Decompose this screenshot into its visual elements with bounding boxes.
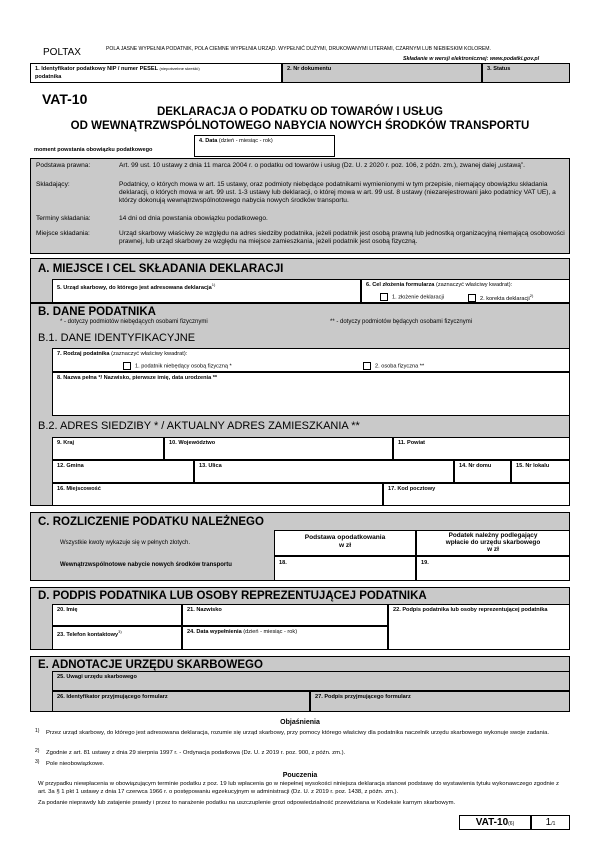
tax-due-column-header	[416, 530, 570, 556]
tax-due-header-line2: wpłacie do urzędu skarbowego	[445, 539, 541, 546]
fill-date-hint: (dzień - miesiąc - rok)	[243, 629, 298, 635]
tax-office-label: 5. Urząd skarbowy, do którego jest adresowana deklaracja	[57, 284, 212, 291]
document-number-field	[282, 63, 482, 83]
place-label: Miejsce składania:	[36, 230, 90, 237]
fill-date-label: 24. Data wypełnienia	[187, 629, 242, 635]
city-label: 16. Miejscowość	[57, 486, 101, 492]
full-name-label: 8. Nazwa pełna */ Nazwisko, pierwsze imię, data urodzenia **	[57, 375, 218, 381]
section-b-title: B. DANE PODATNIKA	[38, 306, 156, 318]
checkbox-icon[interactable]	[380, 293, 388, 301]
office-remarks-field	[52, 671, 570, 691]
warnings-heading: Pouczenia	[282, 772, 318, 779]
footnote-1-mark: 1)	[35, 728, 40, 734]
footer-form-version: (6)	[508, 821, 515, 827]
street-field[interactable]	[194, 460, 454, 483]
house-number-label: 14. Nr domu	[459, 463, 492, 469]
apartment-number-field[interactable]	[511, 460, 570, 483]
date-caption: moment powstania obowiązku podatkowego	[34, 147, 153, 153]
status-field	[482, 63, 570, 83]
receiver-id-field	[52, 691, 310, 712]
footer-form-code-box	[459, 815, 531, 830]
receiver-signature-field	[310, 691, 570, 712]
footer-page-total: /1	[551, 821, 556, 827]
nip-field[interactable]	[30, 63, 282, 83]
county-field[interactable]	[393, 437, 570, 460]
first-name-field[interactable]	[52, 604, 182, 626]
taxpayer-kind-hint: (zaznaczyć właściwy kwadrat):	[111, 351, 188, 357]
kind-option-natural[interactable]: 2. osoba fizyczna **	[363, 362, 424, 370]
document-number-label: 2. Nr dokumentu	[287, 66, 332, 72]
footnote-2-mark: 2)	[35, 748, 40, 754]
receiver-signature-label: 27. Podpis przyjmującego formularz	[315, 694, 411, 700]
checkbox-icon[interactable]	[468, 294, 476, 302]
tax-due-field[interactable]	[416, 556, 570, 581]
tax-obligation-date-field[interactable]	[194, 135, 335, 157]
brand-label: POLTAX	[43, 47, 81, 58]
postal-code-field[interactable]	[383, 483, 570, 506]
submitter-label: Składający:	[36, 181, 70, 188]
tax-base-header-line2: w zł	[338, 542, 352, 549]
postal-code-label: 17. Kod pocztowy	[388, 486, 436, 492]
nip-hint: (niepotrzebne skreślić)	[159, 66, 200, 71]
form-title-line-1: DEKLARACJA O PODATKU OD TOWARÓW I USŁUG	[156, 106, 443, 118]
footnote-1: Przez urząd skarbowy, do którego jest adresowana deklaracja, rozumie się urząd skarbowy, przy pomocy którego właściwy dla podatnika naczelnik urzędu skarbowego wykonuje swoje zadania.	[46, 730, 550, 736]
tax-base-label: 18.	[279, 560, 287, 566]
first-name-label: 20. Imię	[57, 607, 78, 613]
purpose-option-filing[interactable]: 1. złożenie deklaracji	[380, 293, 444, 301]
tax-due-header-line3: w zł	[487, 546, 499, 553]
phone-sup: 3)	[118, 629, 122, 634]
tax-due-header-line1: Podatek należny podlegający	[448, 532, 538, 539]
section-d-title: D. PODPIS PODATNIKA LUB OSOBY REPREZENTUJĄCEJ PODATNIKA	[38, 590, 427, 602]
checkbox-icon[interactable]	[363, 362, 371, 370]
voivodeship-label: 10. Województwo	[169, 440, 216, 446]
tax-base-field[interactable]	[274, 556, 416, 581]
phone-label: 23. Telefon kontaktowy	[57, 631, 119, 638]
b2-title: B.2. ADRES SIEDZIBY * / AKTUALNY ADRES ZAMIESZKANIA **	[38, 420, 360, 432]
commune-label: 12. Gmina	[57, 463, 84, 469]
explanations-heading: Objaśnienia	[280, 719, 320, 726]
tax-due-label: 19.	[421, 560, 429, 566]
street-label: 13. Ulica	[199, 463, 222, 469]
submitter-text: Podatnicy, o których mowa w art. 15 ustawy, oraz podmioty niebędące podatnikami wymienionymi w tym przepisie, niemający obowiązku składania deklaracji, o których mowa w art. 99 ust. 1-3 ustawy lub deklaracji, o której mowa w art. 99 ust. 8 ustawy (niezarejestrowani jako podatnicy VAT UE), a którzy dokonują wewnątrzwspólnotowego nabycia nowych środków transportu.	[119, 181, 556, 204]
nip-suffix: podatnika	[35, 74, 62, 80]
warning-1: W przypadku niewpłacenia w obowiązującym terminie podatku z poz. 19 lub wpłacenia go w niepełnej wysokości niniejsza deklaracja stanowi podstawę do wystawienia tytułu wykonawczego zgodnie z art. 3a § 1 pkt 1 ustawy z dnia 17 czerwca 1966 r. o postępowaniu egzekucyjnym w administracji (Dz. U. z 2019 r. poz. 1438, z późn. zm.).	[38, 781, 559, 795]
date-hint: (dzień - miesiąc - rok)	[218, 138, 273, 144]
taxpayer-kind-label: 7. Rodzaj podatnika	[57, 351, 110, 357]
electronic-submission-note: Składanie w wersji elektronicznej: www.podatki.gov.pl	[403, 56, 540, 62]
kind-option-non-natural[interactable]: 1. podatnik niebędący osobą fizyczną *	[123, 362, 232, 370]
signature-field[interactable]	[388, 604, 570, 650]
taxpayer-kind-field	[52, 348, 570, 372]
purpose-hint: (zaznaczyć właściwy kwadrat):	[435, 282, 513, 288]
phone-field[interactable]	[52, 626, 182, 650]
checkbox-icon[interactable]	[123, 362, 131, 370]
amounts-note: Wszystkie kwoty wykazuje się w pełnych złotych.	[60, 540, 191, 546]
tax-base-column-header	[274, 530, 416, 556]
form-title-line-2: OD WEWNĄTRZWSPÓLNOTOWEGO NABYCIA NOWYCH ŚRODKÓW TRANSPORTU	[70, 120, 530, 132]
last-name-label: 21. Nazwisko	[187, 607, 222, 613]
note-non-natural: * - dotyczy podmiotów niebędących osobami fizycznymi	[60, 319, 208, 325]
tax-office-sup: 1)	[211, 282, 216, 287]
county-label: 11. Powiat	[398, 440, 426, 446]
country-field[interactable]	[52, 437, 164, 460]
deadline-text: 14 dni od dnia powstania obowiązku podatkowego.	[119, 215, 268, 222]
tax-base-header-line1: Podstawa opodatkowania	[304, 534, 386, 541]
apartment-number-label: 15. Nr lokalu	[516, 463, 550, 469]
form-code: VAT-10	[42, 91, 88, 107]
deadline-label: Terminy składania:	[36, 215, 91, 222]
signature-label: 22. Podpis podatnika lub osoby reprezentującej podatnika	[393, 607, 548, 613]
country-label: 9. Kraj	[57, 440, 75, 446]
office-remarks-label: 25. Uwagi urzędu skarbowego	[57, 674, 137, 680]
legal-info-box	[30, 158, 570, 254]
purpose-label: 6. Cel złożenia formularza	[366, 282, 435, 288]
footnote-3: Pole nieobowiązkowe.	[46, 761, 105, 767]
commune-field[interactable]	[52, 460, 194, 483]
voivodeship-field[interactable]	[164, 437, 393, 460]
section-e-title: E. ADNOTACJE URZĘDU SKARBOWEGO	[38, 659, 263, 671]
purpose-option-correction[interactable]: 2. korekta deklaracji$^{2)}$	[468, 293, 533, 302]
legal-basis-label: Podstawa prawna:	[36, 162, 91, 169]
nip-label: 1. Identyfikator podatkowy NIP / numer PESEL	[35, 66, 158, 72]
transport-acquisition-label: Wewnątrzwspólnotowe nabycie nowych środków transportu	[60, 562, 232, 568]
place-text: Urząd skarbowy właściwy ze względu na adres siedziby podatnika, jeżeli podatnik jest osobą prawną lub jednostką organizacyjną niemającą osobowości prawnej, lub urząd skarbowy ze względu na miejsce zamieszkania, jeżeli podatnik jest osobą fizyczną.	[119, 230, 565, 245]
footer-page-box	[531, 815, 570, 830]
footer-page-number: 1	[545, 817, 552, 828]
section-a-title: A. MIEJSCE I CEL SKŁADANIA DEKLARACJI	[38, 263, 284, 275]
purpose-field	[361, 279, 570, 303]
receiver-id-label: 26. Identyfikator przyjmującego formularz	[57, 694, 168, 700]
warning-2: Za podanie nieprawdy lub zatajenie prawdy i przez to narażenie podatku na uszczuplenie grozi odpowiedzialność przewidziana w Kodeksie karnym skarbowym.	[38, 800, 456, 806]
date-label: 4. Data	[199, 138, 218, 144]
footer-form-code: VAT-10	[475, 817, 509, 828]
full-name-field[interactable]	[52, 372, 570, 416]
fill-date-field[interactable]	[182, 626, 388, 650]
legal-basis-text: Art. 99 ust. 10 ustawy z dnia 11 marca 2004 r. o podatku od towarów i usług (Dz. U. z 2020 r. poz. 106, z późn. zm.), zwanej dalej „ustawą”.	[119, 162, 525, 169]
last-name-field[interactable]	[182, 604, 388, 626]
house-number-field[interactable]	[454, 460, 511, 483]
tax-office-field[interactable]	[52, 279, 361, 303]
section-c-title: C. ROZLICZENIE PODATKU NALEŻNEGO	[38, 516, 264, 528]
footnote-2: Zgodnie z art. 81 ustawy z dnia 29 sierpnia 1997 r. - Ordynacja podatkowa (Dz. U. z 2019 r. poz. 900, z późn. zm.).	[46, 750, 346, 756]
note-natural: ** - dotyczy podmiotów będących osobami fizycznymi	[330, 319, 473, 325]
b1-title: B.1. DANE IDENTYFIKACYJNE	[38, 332, 196, 344]
status-label: 3. Status	[487, 66, 511, 72]
fill-instruction: POLA JASNE WYPEŁNIA PODATNIK, POLA CIEMNE WYPEŁNIA URZĄD. WYPEŁNIĆ DUŻYMI, DRUKOWANYMI LITERAMI, CZARNYM LUB NIEBIESKIM KOLOREM.	[106, 46, 491, 52]
city-field[interactable]	[52, 483, 383, 506]
footnote-3-mark: 3)	[35, 759, 40, 765]
